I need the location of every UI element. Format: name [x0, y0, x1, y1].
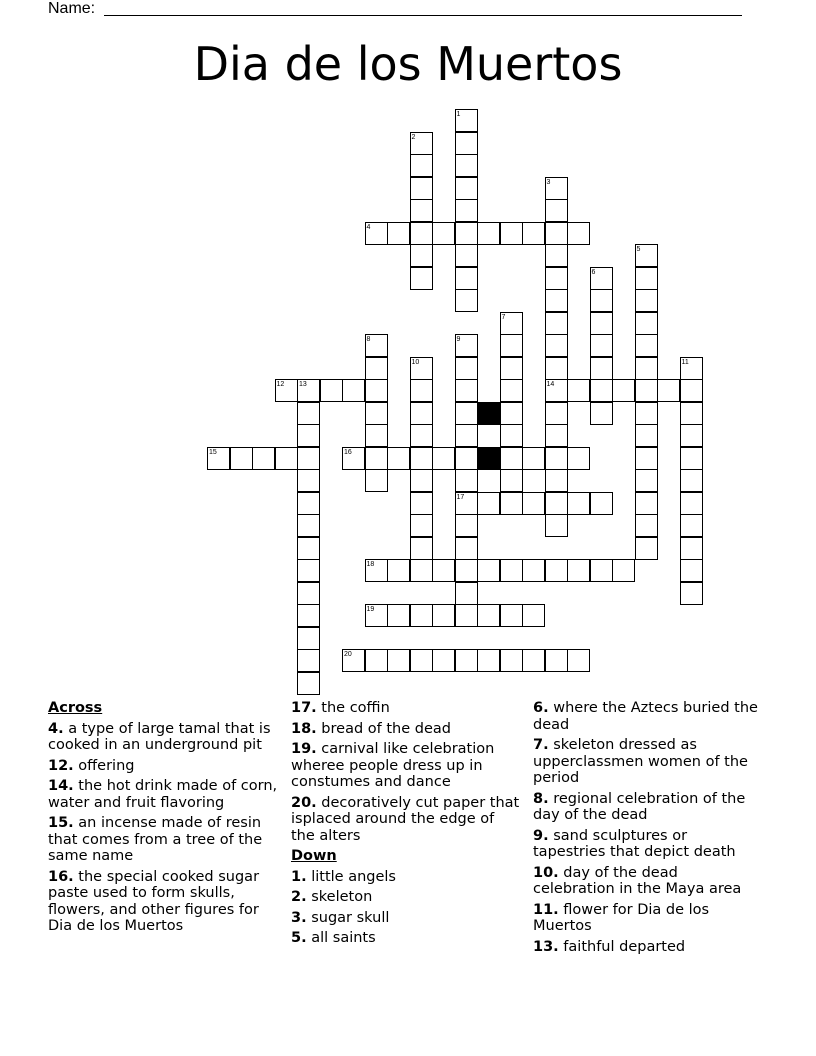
clue-number-label: 15.	[48, 815, 74, 831]
clue-number: 14	[546, 381, 555, 388]
clue-number-label: 10.	[533, 864, 559, 881]
grid-cell[interactable]	[635, 357, 658, 380]
grid-cell[interactable]	[590, 357, 613, 380]
grid-cell[interactable]	[545, 312, 568, 335]
grid-cell[interactable]	[500, 649, 523, 672]
grid-cell[interactable]	[297, 649, 320, 672]
grid-cell[interactable]	[455, 267, 478, 290]
grid-cell[interactable]	[590, 559, 613, 582]
grid-cell[interactable]	[635, 402, 658, 425]
grid-cell[interactable]	[455, 514, 478, 537]
grid-cell[interactable]	[410, 469, 433, 492]
clue-text: the hot drink made of corn, water and fruit flavoring	[48, 778, 278, 811]
grid-cell[interactable]	[410, 402, 433, 425]
grid-cell[interactable]	[455, 424, 478, 447]
across-clue-list	[48, 721, 280, 935]
grid-cell[interactable]	[410, 244, 433, 267]
grid-cell[interactable]	[500, 379, 523, 402]
blocked-cell	[477, 447, 500, 470]
grid-cell[interactable]	[455, 289, 478, 312]
clue-item	[48, 721, 280, 754]
clue-item	[533, 737, 763, 787]
clue-item	[48, 758, 280, 775]
clue-number-label: 16.	[48, 868, 74, 885]
grid-cell[interactable]	[545, 492, 568, 515]
grid-cell[interactable]	[635, 514, 658, 537]
grid-cell[interactable]	[635, 424, 658, 447]
clue-item	[48, 778, 280, 811]
grid-cell[interactable]	[545, 402, 568, 425]
grid-cell[interactable]	[410, 267, 433, 290]
grid-cell[interactable]	[590, 312, 613, 335]
grid-cell[interactable]	[635, 469, 658, 492]
clue-number: 12	[276, 381, 285, 388]
grid-cell[interactable]	[455, 582, 478, 605]
clue-number: 8	[366, 336, 371, 343]
clue-number-label: 7.	[533, 737, 549, 753]
clue-item	[291, 700, 521, 717]
clue-number-label: 17.	[291, 700, 317, 716]
grid-cell[interactable]	[545, 649, 568, 672]
grid-cell[interactable]	[500, 447, 523, 470]
grid-cell[interactable]	[297, 604, 320, 627]
grid-cell[interactable]	[410, 537, 433, 560]
clue-item	[533, 902, 763, 935]
grid-cell[interactable]	[545, 357, 568, 380]
grid-cell[interactable]	[432, 649, 455, 672]
grid-cell[interactable]	[297, 559, 320, 582]
grid-cell[interactable]	[635, 267, 658, 290]
grid-cell[interactable]	[365, 424, 388, 447]
grid-cell[interactable]	[455, 154, 478, 177]
clue-number-label: 9.	[533, 827, 549, 844]
clue-text: bread of the dead	[316, 720, 451, 737]
grid-cell[interactable]	[680, 537, 703, 560]
grid-cell[interactable]	[567, 649, 590, 672]
grid-cell[interactable]	[432, 559, 455, 582]
grid-cell[interactable]	[545, 199, 568, 222]
grid-cell[interactable]	[455, 559, 478, 582]
clue-text: sugar skull	[306, 909, 390, 926]
clue-item	[291, 741, 521, 791]
grid-cell[interactable]	[635, 289, 658, 312]
grid-cell[interactable]	[477, 492, 500, 515]
grid-cell[interactable]	[365, 469, 388, 492]
grid-cell[interactable]	[297, 672, 320, 695]
grid-cell[interactable]	[590, 402, 613, 425]
grid-cell[interactable]	[500, 424, 523, 447]
clue-number: 19	[366, 606, 375, 613]
grid-cell[interactable]	[455, 199, 478, 222]
clue-number-label: 4.	[48, 720, 64, 737]
grid-cell[interactable]	[657, 379, 680, 402]
clue-text: regional celebration of the day of the dead	[533, 790, 746, 823]
grid-cell[interactable]	[455, 604, 478, 627]
clue-text: the coffin	[316, 700, 390, 716]
clue-number: 5	[636, 246, 641, 253]
clue-number: 7	[501, 313, 506, 321]
clue-text: skeleton dressed as upperclassmen women of the period	[533, 737, 748, 786]
grid-cell[interactable]	[365, 379, 388, 402]
grid-cell[interactable]	[500, 357, 523, 380]
grid-cell[interactable]	[635, 492, 658, 515]
down-clue-list	[291, 869, 521, 947]
clue-item	[48, 815, 280, 865]
clue-item	[291, 795, 521, 845]
grid-cell[interactable]	[410, 492, 433, 515]
clue-text: sand sculptures or tapestries that depict death	[533, 827, 736, 860]
name-label: Name:	[48, 0, 96, 17]
clue-number-label: 18.	[291, 720, 317, 737]
grid-cell[interactable]	[387, 222, 410, 245]
clue-number: 6	[591, 268, 596, 276]
clue-item	[533, 865, 763, 898]
grid-cell[interactable]	[365, 357, 388, 380]
grid-cell[interactable]	[297, 582, 320, 605]
grid-cell[interactable]	[320, 379, 343, 402]
grid-cell[interactable]	[590, 289, 613, 312]
grid-cell[interactable]	[297, 627, 320, 650]
grid-cell[interactable]	[635, 334, 658, 357]
grid-cell[interactable]	[275, 447, 298, 470]
grid-cell[interactable]	[410, 177, 433, 200]
clue-text: offering	[73, 757, 135, 774]
clue-item	[291, 869, 521, 886]
grid-cell[interactable]	[455, 244, 478, 267]
clue-number: 9	[456, 336, 461, 343]
grid-cell[interactable]	[545, 447, 568, 470]
grid-cell[interactable]	[455, 469, 478, 492]
grid-cell[interactable]	[365, 447, 388, 470]
clues-column-1	[48, 700, 280, 939]
grid-cell[interactable]	[567, 559, 590, 582]
grid-cell[interactable]	[545, 222, 568, 245]
clue-text: a type of large tamal that is cooked in an underground pit	[48, 720, 271, 753]
clue-item	[533, 939, 763, 956]
grid-cell[interactable]	[680, 469, 703, 492]
grid-cell[interactable]	[545, 469, 568, 492]
clue-number: 11	[681, 358, 689, 366]
grid-cell[interactable]	[500, 222, 523, 245]
grid-cell[interactable]	[680, 379, 703, 402]
grid-cell[interactable]	[545, 559, 568, 582]
clue-item	[291, 721, 521, 738]
grid-cell[interactable]	[455, 357, 478, 380]
grid-cell[interactable]	[365, 402, 388, 425]
clue-number: 18	[366, 561, 375, 568]
clue-text: all saints	[306, 930, 376, 946]
clue-text: skeleton	[306, 889, 373, 905]
grid-cell[interactable]	[297, 537, 320, 560]
grid-cell[interactable]	[635, 537, 658, 560]
grid-cell[interactable]	[477, 222, 500, 245]
grid-cell[interactable]	[477, 649, 500, 672]
grid-cell[interactable]	[680, 559, 703, 582]
clue-number-label: 14.	[48, 778, 74, 794]
clue-item	[48, 869, 280, 935]
page-title: Dia de los Muertos	[193, 37, 623, 91]
clue-number: 13	[299, 381, 307, 388]
clue-number: 4	[366, 223, 371, 231]
grid-cell[interactable]	[680, 402, 703, 425]
grid-cell[interactable]	[410, 604, 433, 627]
grid-cell[interactable]	[297, 447, 320, 470]
clue-number: 20	[344, 651, 352, 658]
grid-cell[interactable]	[500, 334, 523, 357]
grid-cell[interactable]	[297, 469, 320, 492]
clues-column-3	[533, 700, 763, 959]
grid-cell[interactable]	[635, 312, 658, 335]
grid-cell[interactable]	[522, 222, 545, 245]
grid-cell[interactable]	[387, 559, 410, 582]
grid-cell[interactable]	[252, 447, 275, 470]
grid-cell[interactable]	[455, 177, 478, 200]
grid-cell[interactable]	[522, 559, 545, 582]
clue-text: an incense made of resin that comes from a tree of the same name	[48, 815, 263, 864]
grid-cell[interactable]	[230, 447, 253, 470]
clue-number-label: 11.	[533, 901, 559, 918]
grid-cell[interactable]	[545, 514, 568, 537]
grid-cell[interactable]	[545, 289, 568, 312]
clue-number-label: 12.	[48, 757, 74, 774]
clues-column-2	[291, 700, 521, 951]
clue-number-label: 1.	[291, 868, 307, 885]
down-heading: Down	[291, 848, 337, 864]
grid-cell[interactable]	[522, 447, 545, 470]
grid-cell[interactable]	[297, 514, 320, 537]
grid-cell[interactable]	[410, 424, 433, 447]
clue-number-label: 19.	[291, 741, 317, 757]
grid-cell[interactable]	[500, 469, 523, 492]
grid-cell[interactable]	[500, 604, 523, 627]
clue-number: 1	[456, 111, 461, 118]
clue-number-label: 8.	[533, 790, 549, 807]
clue-item	[291, 910, 521, 927]
grid-cell[interactable]	[410, 154, 433, 177]
grid-cell[interactable]	[455, 537, 478, 560]
clue-item	[533, 700, 763, 733]
clue-text: decoratively cut paper that isplaced around the edge of the alters	[291, 794, 520, 844]
clue-text: flower for Dia de los Muertos	[533, 901, 710, 934]
clue-number-label: 2.	[291, 889, 307, 905]
clue-number-label: 5.	[291, 930, 307, 946]
grid-cell[interactable]	[500, 559, 523, 582]
grid-cell[interactable]	[432, 222, 455, 245]
grid-cell[interactable]	[387, 604, 410, 627]
grid-cell[interactable]	[635, 447, 658, 470]
grid-cell[interactable]	[522, 649, 545, 672]
grid-cell[interactable]	[567, 447, 590, 470]
grid-cell[interactable]	[455, 222, 478, 245]
grid-cell[interactable]	[297, 492, 320, 515]
grid-cell[interactable]	[680, 514, 703, 537]
grid-cell[interactable]	[545, 267, 568, 290]
grid-cell[interactable]	[500, 492, 523, 515]
grid-cell[interactable]	[342, 379, 365, 402]
grid-cell[interactable]	[297, 402, 320, 425]
grid-cell[interactable]	[410, 649, 433, 672]
down-clue-list-continued	[533, 700, 763, 955]
clue-number-label: 13.	[533, 938, 559, 955]
clue-number: 10	[411, 358, 420, 366]
grid-cell[interactable]	[567, 492, 590, 515]
grid-cell[interactable]	[410, 559, 433, 582]
grid-cell[interactable]	[432, 604, 455, 627]
grid-cell[interactable]	[455, 132, 478, 155]
grid-cell[interactable]	[297, 424, 320, 447]
grid-cell[interactable]	[545, 334, 568, 357]
clue-text: little angels	[306, 868, 396, 885]
clue-number-label: 3.	[291, 909, 307, 926]
grid-cell[interactable]	[387, 649, 410, 672]
grid-cell[interactable]	[545, 244, 568, 267]
grid-cell[interactable]	[545, 424, 568, 447]
grid-cell[interactable]	[522, 492, 545, 515]
grid-cell[interactable]	[680, 582, 703, 605]
grid-cell[interactable]	[410, 222, 433, 245]
clue-number: 3	[546, 178, 551, 186]
clue-item	[291, 889, 521, 906]
grid-cell[interactable]	[477, 604, 500, 627]
grid-cell[interactable]	[590, 492, 613, 515]
clue-text: where the Aztecs buried the dead	[533, 700, 758, 733]
clue-item	[533, 828, 763, 861]
grid-cell[interactable]	[567, 222, 590, 245]
clue-text: the special cooked sugar paste used to form skulls, flowers, and other figures for Dia de los Muertos	[48, 868, 260, 934]
grid-cell[interactable]	[455, 649, 478, 672]
clue-number: 2	[411, 133, 416, 141]
grid-cell[interactable]	[590, 334, 613, 357]
grid-cell[interactable]	[455, 379, 478, 402]
grid-cell[interactable]	[680, 447, 703, 470]
grid-cell[interactable]	[680, 424, 703, 447]
clue-number: 17	[456, 493, 465, 501]
grid-cell[interactable]	[567, 379, 590, 402]
grid-cell[interactable]	[410, 379, 433, 402]
clue-number: 15	[209, 448, 217, 456]
grid-cell[interactable]	[432, 447, 455, 470]
grid-cell[interactable]	[410, 514, 433, 537]
grid-cell[interactable]	[635, 379, 658, 402]
grid-cell[interactable]	[500, 402, 523, 425]
grid-cell[interactable]	[455, 402, 478, 425]
grid-cell[interactable]	[365, 649, 388, 672]
grid-cell[interactable]	[477, 559, 500, 582]
grid-cell[interactable]	[522, 604, 545, 627]
clue-text: faithful departed	[558, 938, 686, 955]
grid-cell[interactable]	[590, 379, 613, 402]
grid-cell[interactable]	[455, 447, 478, 470]
grid-cell[interactable]	[410, 199, 433, 222]
clue-item	[533, 791, 763, 824]
clue-text: carnival like celebration wheree people dress up in constumes and dance	[291, 741, 495, 790]
grid-cell[interactable]	[612, 379, 635, 402]
grid-cell[interactable]	[680, 492, 703, 515]
across-heading: Across	[48, 700, 103, 716]
clue-number: 16	[344, 448, 352, 456]
clue-text: day of the dead celebration in the Maya area	[533, 864, 742, 897]
clue-number-label: 20.	[291, 794, 317, 811]
grid-cell[interactable]	[387, 447, 410, 470]
clue-item	[291, 930, 521, 947]
blocked-cell	[477, 402, 500, 425]
across-clue-list-continued	[291, 700, 521, 844]
clue-number-label: 6.	[533, 700, 549, 716]
grid-cell[interactable]	[612, 559, 635, 582]
grid-cell[interactable]	[410, 447, 433, 470]
